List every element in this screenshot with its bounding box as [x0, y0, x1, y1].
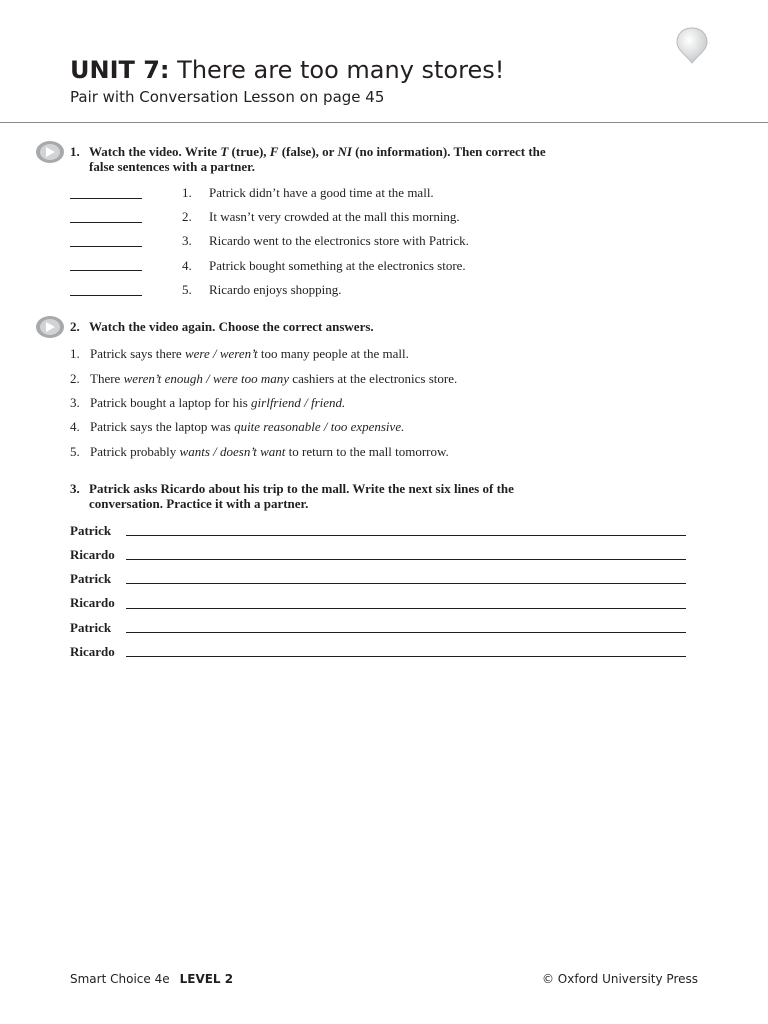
answer-choice[interactable]: wants / doesn’t want	[179, 444, 286, 459]
item-number: 5.	[182, 282, 192, 297]
location-pin-icon	[674, 26, 710, 66]
answer-blank[interactable]	[70, 222, 142, 223]
header-divider	[0, 122, 768, 123]
exercise-2-number: 2.	[70, 319, 80, 334]
statement-text: Ricardo enjoys shopping.	[209, 282, 342, 297]
book-title: Smart Choice 4e	[70, 972, 170, 986]
answer-choice[interactable]: weren’t enough / were too many	[123, 371, 290, 386]
choice-sentence: Patrick says the laptop was quite reasonable / too expensive.	[90, 419, 405, 434]
page-title	[70, 56, 504, 84]
choice-sentence: Patrick says there were / weren’t too many people at the mall.	[90, 346, 409, 361]
statement-text: Patrick bought something at the electronics store.	[209, 258, 466, 273]
speaker-label: Ricardo	[70, 547, 115, 562]
item-number: 3.	[70, 395, 80, 410]
choice-sentence: Patrick bought a laptop for his girlfriend / friend.	[90, 395, 346, 410]
speaker-label: Ricardo	[70, 595, 115, 610]
speaker-label: Patrick	[70, 571, 112, 586]
item-number: 2.	[182, 209, 192, 224]
speaker-label: Patrick	[70, 523, 112, 538]
item-number: 1.	[182, 185, 192, 200]
item-number: 5.	[70, 444, 80, 459]
dialogue-line[interactable]	[126, 559, 686, 560]
unit-title: There are too many stores!	[177, 56, 505, 84]
footer-book-info	[70, 972, 233, 986]
item-number: 1.	[70, 346, 80, 361]
answer-blank[interactable]	[70, 295, 142, 296]
item-number: 3.	[182, 233, 192, 248]
video-play-icon[interactable]	[34, 314, 66, 340]
speaker-label: Ricardo	[70, 644, 115, 659]
video-play-icon[interactable]	[34, 139, 66, 165]
statement-text: It wasn’t very crowded at the mall this morning.	[209, 209, 460, 224]
answer-choice[interactable]: were / weren’t	[184, 346, 258, 361]
answer-choice[interactable]: girlfriend / friend.	[251, 395, 346, 410]
item-number: 2.	[70, 371, 80, 386]
copyright: © Oxford University Press	[541, 972, 698, 986]
dialogue-line[interactable]	[126, 535, 686, 536]
choice-sentence: There weren’t enough / were too many cashiers at the electronics store.	[90, 371, 458, 386]
exercise-3-number: 3.	[70, 481, 80, 496]
answer-blank[interactable]	[70, 198, 142, 199]
answer-blank[interactable]	[70, 246, 142, 247]
answer-blank[interactable]	[70, 270, 142, 271]
choice-sentence: Patrick probably wants / doesn’t want to return to the mall tomorrow.	[90, 444, 449, 459]
dialogue-line[interactable]	[126, 608, 686, 609]
exercise-1-instruction: Watch the video. Write T (true), F (false), or NI (no information). Then correct the false sentences with a partner.	[89, 144, 546, 174]
level-label: LEVEL 2	[179, 972, 234, 986]
exercise-3-instruction: Patrick asks Ricardo about his trip to the mall. Write the next six lines of the conversation. Practice it with a partner.	[89, 481, 514, 511]
dialogue-line[interactable]	[126, 583, 686, 584]
item-number: 4.	[70, 419, 80, 434]
statement-text: Patrick didn’t have a good time at the mall.	[209, 185, 434, 200]
dialogue-line[interactable]	[126, 632, 686, 633]
item-number: 4.	[182, 258, 192, 273]
pair-with-text: Pair with Conversation Lesson on page 45	[70, 88, 385, 106]
speaker-label: Patrick	[70, 620, 112, 635]
dialogue-line[interactable]	[126, 656, 686, 657]
answer-choice[interactable]: quite reasonable / too expensive.	[234, 419, 405, 434]
statement-text: Ricardo went to the electronics store with Patrick.	[209, 233, 469, 248]
exercise-1-number: 1.	[70, 144, 80, 159]
exercise-2-instruction: Watch the video again. Choose the correct answers.	[89, 319, 374, 334]
unit-label: UNIT 7:	[70, 56, 170, 84]
